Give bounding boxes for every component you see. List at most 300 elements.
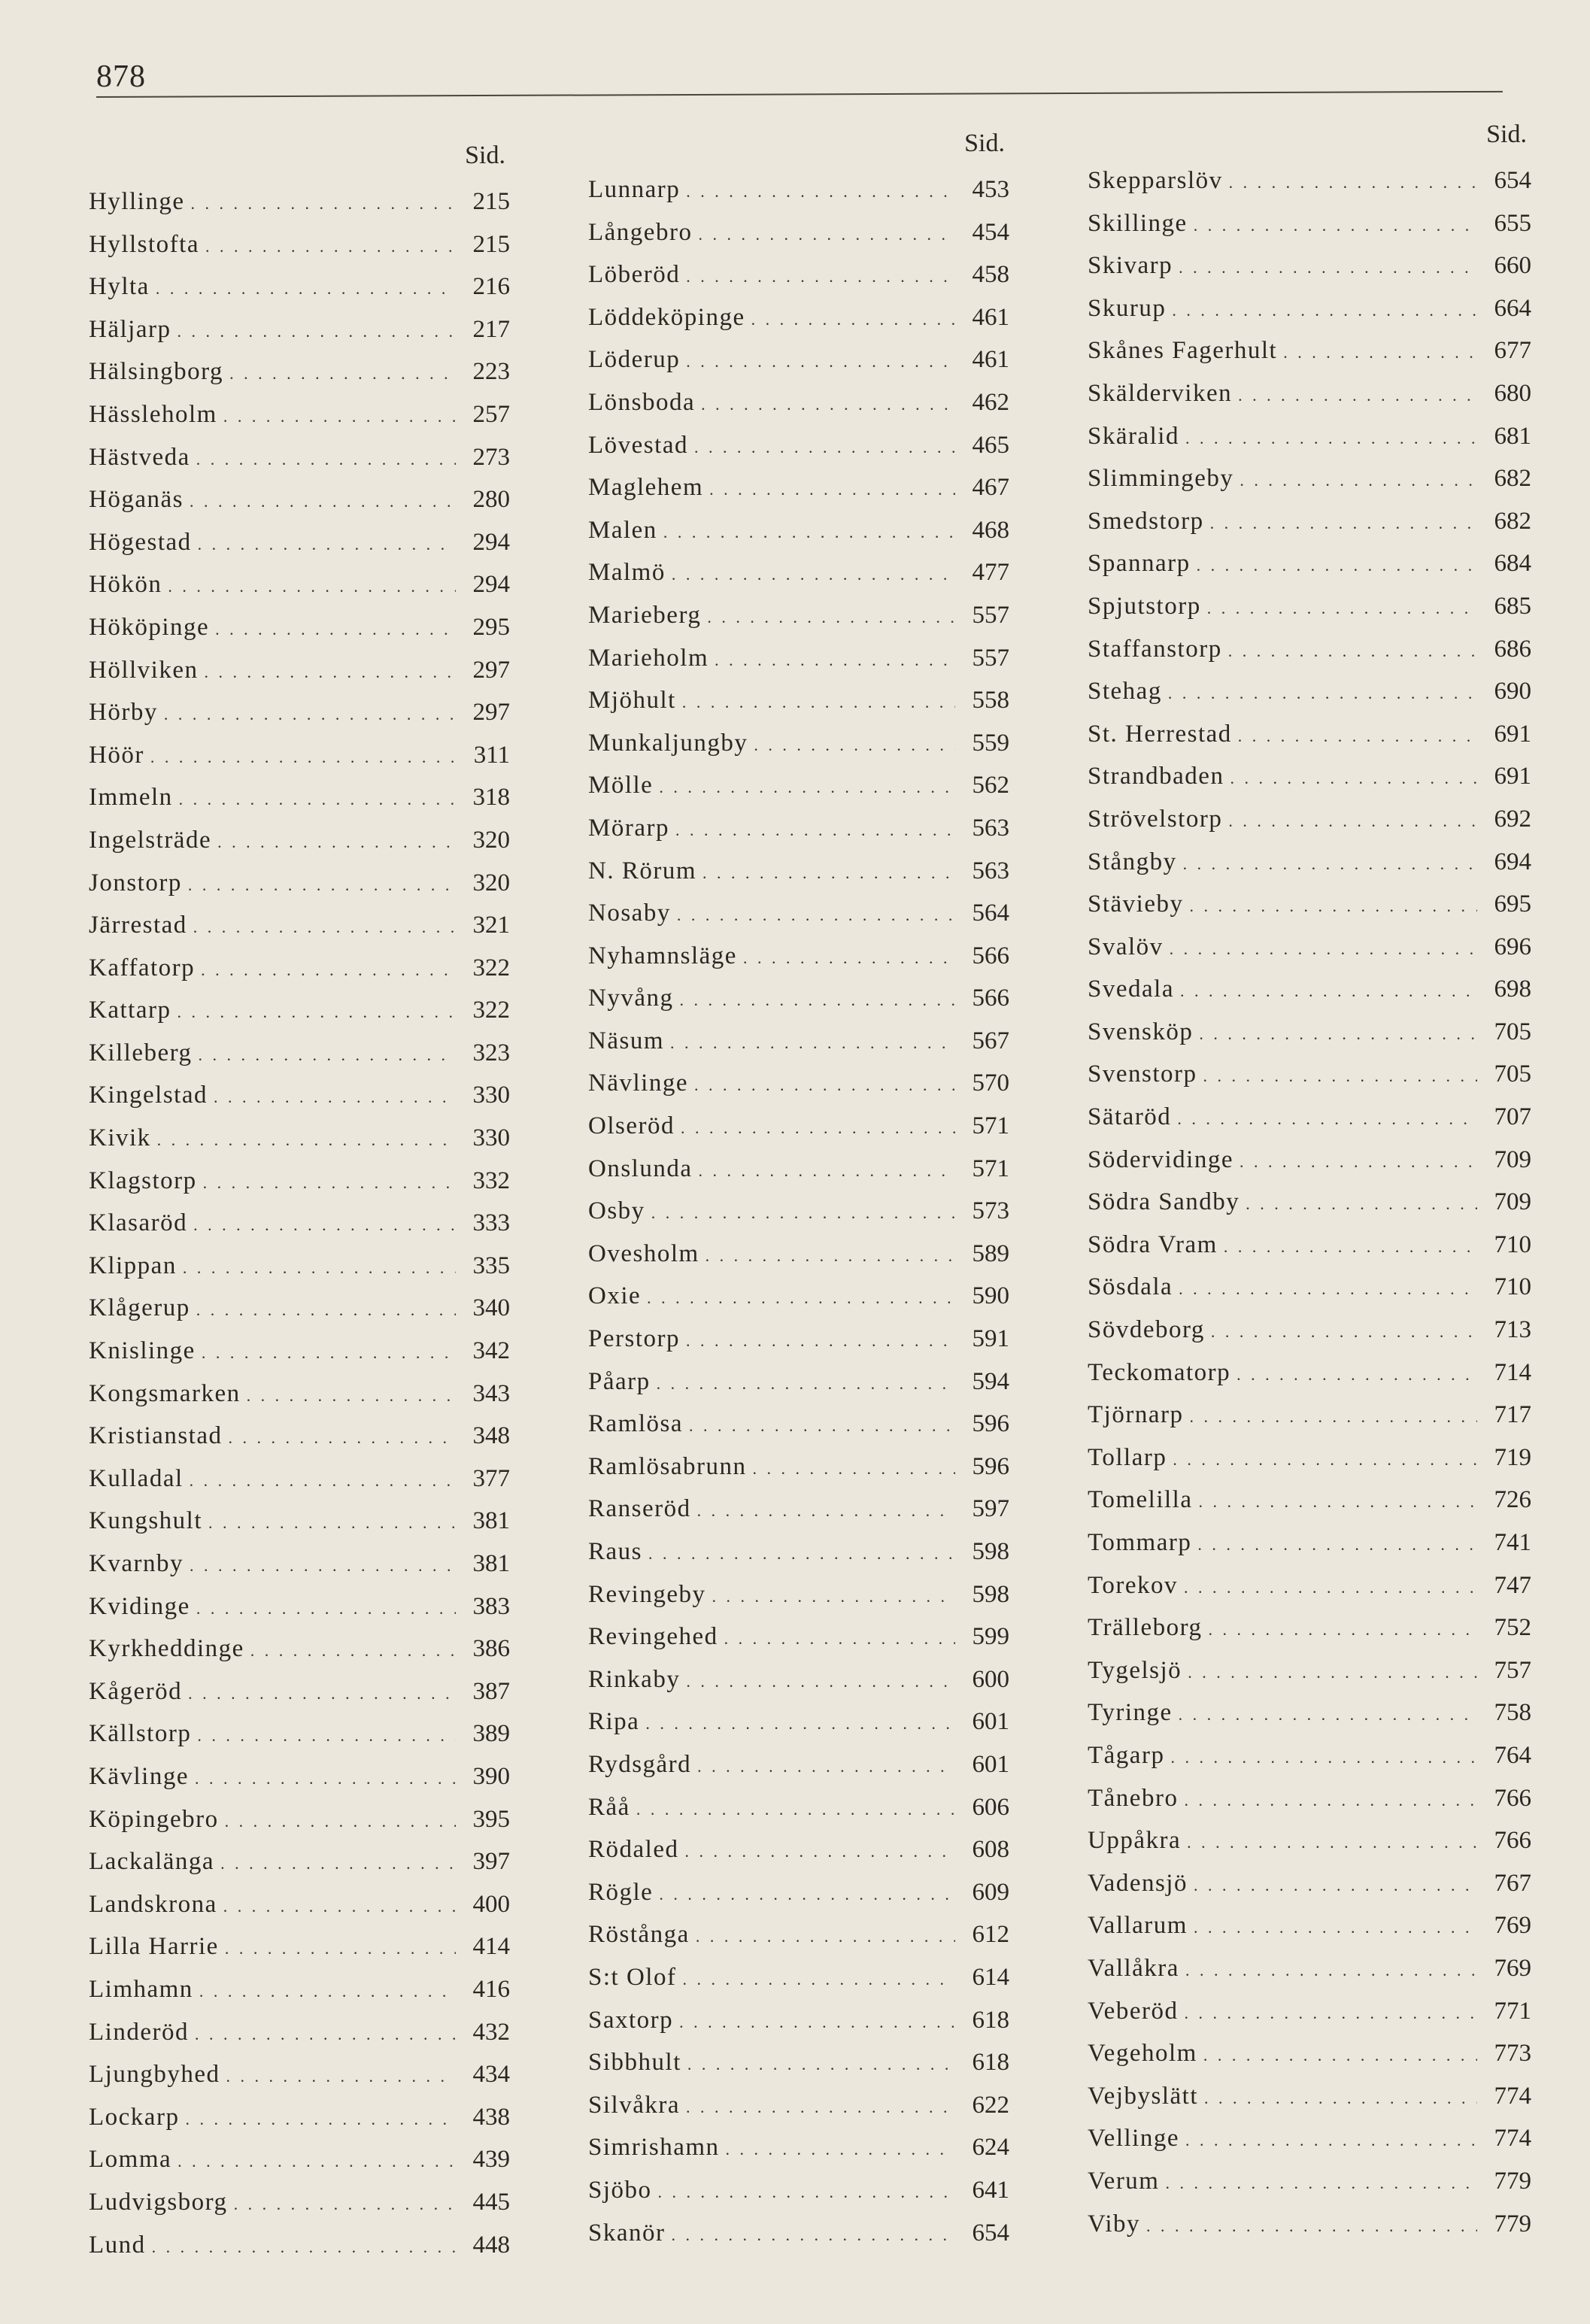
place-name: Rögle [588, 1878, 654, 1906]
dot-leader [1179, 1268, 1477, 1311]
place-name: Kattarp [89, 997, 171, 1024]
dot-leader [228, 1417, 456, 1460]
place-name: Råå [588, 1793, 630, 1821]
place-name: Stångby [1088, 848, 1177, 875]
index-entry [89, 1755, 510, 1798]
dot-leader [179, 778, 456, 821]
page-reference: 434 [472, 2061, 510, 2089]
place-name: Hässleholm [89, 400, 217, 428]
page-reference: 571 [972, 1112, 1009, 1140]
index-entry [588, 1361, 1009, 1403]
index-entry [89, 1883, 510, 1926]
index-entry [89, 1670, 510, 1713]
place-name: Höör [89, 741, 144, 769]
dot-leader [1197, 1524, 1477, 1567]
dot-leader [1203, 2034, 1477, 2077]
place-name: Kulladal [89, 1464, 184, 1492]
index-entry [89, 1925, 510, 1968]
page-reference: 458 [972, 261, 1009, 289]
page-reference: 707 [1494, 1103, 1531, 1131]
index-entry [89, 989, 510, 1032]
index-entry [588, 2169, 1009, 2212]
dot-leader [1230, 757, 1477, 800]
place-name: Kågeröd [89, 1677, 183, 1705]
dot-leader [677, 894, 955, 937]
index-entry [89, 1373, 510, 1415]
page-reference: 601 [972, 1750, 1009, 1778]
dot-leader [696, 1916, 955, 1958]
page-reference: 559 [972, 729, 1009, 757]
place-name: Höllviken [89, 656, 199, 684]
place-name: Olseröd [588, 1112, 675, 1140]
dot-leader [202, 1332, 456, 1375]
dot-leader [1184, 1567, 1477, 1610]
place-name: Skurup [1088, 294, 1167, 322]
page-reference: 747 [1494, 1571, 1531, 1599]
dot-leader [686, 256, 955, 299]
dot-leader [196, 1289, 456, 1332]
page-reference: 383 [472, 1592, 510, 1620]
dot-leader [188, 864, 456, 907]
page-reference: 395 [472, 1805, 510, 1833]
page-reference: 322 [472, 954, 510, 981]
index-entry [89, 1968, 510, 2011]
dot-leader [1173, 1439, 1477, 1482]
index-entry [89, 1160, 510, 1203]
page-reference: 461 [972, 303, 1009, 331]
dot-leader [1179, 247, 1477, 290]
page-reference: 719 [1494, 1443, 1531, 1471]
place-name: Högestad [89, 528, 192, 556]
index-entry [89, 1585, 510, 1628]
index-entry [1088, 968, 1531, 1011]
place-name: Saxtorp [588, 2006, 674, 2034]
dot-leader [195, 1758, 456, 1801]
place-name: N. Rörum [588, 857, 696, 884]
dot-leader [1165, 2162, 1477, 2205]
dot-leader [679, 2001, 955, 2044]
place-name: Limhamn [89, 1975, 193, 2003]
place-name: Verum [1088, 2167, 1160, 2195]
dot-leader [190, 1460, 456, 1503]
page-reference: 416 [472, 1975, 510, 2003]
place-name: Vallarum [1088, 1912, 1188, 1940]
dot-leader [1199, 1481, 1478, 1524]
dot-leader [752, 1448, 955, 1491]
index-entry [1088, 1649, 1531, 1692]
page-reference: 774 [1494, 2082, 1531, 2110]
dot-leader [190, 481, 456, 523]
place-name: Stehag [1088, 678, 1162, 705]
place-name: Malen [588, 516, 657, 544]
page-reference: 601 [972, 1708, 1009, 1736]
index-entry [1088, 713, 1531, 756]
page-reference: 332 [472, 1167, 510, 1194]
place-name: Tågarp [1088, 1741, 1165, 1769]
dot-leader [1194, 1907, 1477, 1949]
place-name: Södervidinge [1088, 1145, 1233, 1173]
dot-leader [1185, 2119, 1477, 2162]
index-entry [1088, 1564, 1531, 1607]
index-entry [1088, 1947, 1531, 1990]
index-entry [89, 563, 510, 606]
page-reference: 386 [472, 1635, 510, 1663]
page-reference: 764 [1494, 1741, 1531, 1769]
dot-leader [223, 1886, 456, 1928]
page-reference: 340 [472, 1294, 510, 1322]
place-name: Skälderviken [1088, 379, 1233, 407]
dot-leader [185, 2098, 456, 2141]
page-reference: 598 [972, 1538, 1009, 1565]
dot-leader [229, 353, 456, 396]
dot-leader [1238, 375, 1477, 417]
index-entry [1088, 841, 1531, 884]
page-reference: 573 [972, 1197, 1009, 1225]
index-entry [89, 223, 510, 266]
dot-leader [226, 2055, 456, 2098]
place-name: Näsum [588, 1027, 664, 1054]
place-name: Veberöd [1088, 1997, 1179, 2025]
dot-leader [1228, 800, 1477, 843]
index-entry [1088, 1266, 1531, 1309]
index-entry [1088, 1522, 1531, 1564]
dot-leader [1189, 885, 1477, 928]
page-reference: 590 [972, 1282, 1009, 1310]
index-entry [588, 338, 1009, 381]
place-name: Ljungbyhed [89, 2061, 220, 2089]
index-entry [588, 1488, 1009, 1531]
page-reference: 654 [972, 2219, 1009, 2247]
index-entry [89, 1415, 510, 1458]
dot-leader [686, 341, 955, 384]
page-reference: 320 [472, 869, 510, 897]
column-header-sid: Sid. [1486, 120, 1527, 148]
dot-leader [686, 1661, 955, 1704]
index-entry [1088, 1224, 1531, 1267]
index-entry [588, 892, 1009, 935]
place-name: Rydsgård [588, 1750, 692, 1778]
dot-leader [705, 1235, 955, 1278]
index-entry [1088, 1904, 1531, 1947]
dot-leader [201, 949, 456, 992]
place-name: Södra Sandby [1088, 1188, 1240, 1216]
index-entry [588, 1062, 1009, 1105]
entry-list [1088, 159, 1531, 2245]
dot-leader [203, 1162, 456, 1205]
index-entry [588, 722, 1009, 765]
page-reference: 454 [972, 218, 1009, 246]
place-name: Tjörnarp [1088, 1401, 1184, 1429]
index-entry [89, 2011, 510, 2054]
dot-leader [1238, 715, 1477, 758]
dot-leader [659, 766, 955, 809]
index-entry [89, 1840, 510, 1883]
place-name: Ludvigsborg [89, 2188, 228, 2216]
place-name: Svenstorp [1088, 1060, 1197, 1088]
dot-leader [636, 1789, 955, 1831]
place-name: Långebro [588, 218, 693, 246]
dot-leader [712, 1576, 955, 1619]
place-name: Klågerup [89, 1294, 190, 1322]
dot-leader [1210, 502, 1477, 545]
page-reference: 570 [972, 1069, 1009, 1097]
index-entry [1088, 1053, 1531, 1096]
entry-list [89, 181, 510, 2266]
index-entry [588, 935, 1009, 978]
place-name: Marieberg [588, 601, 702, 629]
index-entry [588, 1233, 1009, 1276]
page-reference: 477 [972, 559, 1009, 587]
index-entry [1088, 329, 1531, 372]
page-reference: 694 [1494, 848, 1531, 875]
index-entry [588, 296, 1009, 339]
place-name: Södra Vram [1088, 1230, 1218, 1258]
index-entry [89, 947, 510, 990]
place-name: Revingehed [588, 1623, 718, 1651]
index-entry [1088, 2160, 1531, 2203]
index-entry [1088, 1990, 1531, 2033]
dot-leader [1168, 672, 1477, 715]
place-name: Ramlösa [588, 1410, 683, 1438]
page-reference: 779 [1494, 2210, 1531, 2238]
page-reference: 589 [972, 1239, 1009, 1267]
dot-leader [1224, 1226, 1477, 1269]
place-name: Strövelstorp [1088, 805, 1223, 833]
index-entry [89, 2224, 510, 2267]
dot-leader [1179, 1694, 1477, 1737]
dot-leader [697, 1746, 955, 1789]
page-reference: 779 [1494, 2167, 1531, 2195]
page-reference: 562 [972, 772, 1009, 799]
index-entry [1088, 1777, 1531, 1820]
place-name: Lövestad [588, 431, 688, 459]
dot-leader [663, 511, 955, 554]
index-entry [588, 1275, 1009, 1318]
index-entry [1088, 1011, 1531, 1054]
dot-leader [225, 1801, 456, 1843]
index-entry [588, 1403, 1009, 1446]
page-reference: 330 [472, 1082, 510, 1109]
place-name: Perstorp [588, 1325, 680, 1353]
index-entry [588, 1658, 1009, 1701]
column-header-sid: Sid. [964, 129, 1005, 157]
index-entry [89, 1798, 510, 1841]
place-name: Köpingebro [89, 1805, 219, 1833]
page-reference: 698 [1494, 975, 1531, 1003]
index-entry [588, 1105, 1009, 1148]
page-reference: 389 [472, 1720, 510, 1748]
index-entry [89, 521, 510, 564]
place-name: Smedstorp [1088, 507, 1204, 535]
index-entry [1088, 2032, 1531, 2075]
dot-leader [724, 1618, 955, 1661]
place-name: Nävlinge [588, 1069, 688, 1097]
dot-leader [177, 991, 456, 1034]
page-reference: 695 [1494, 890, 1531, 918]
dot-leader [217, 821, 456, 864]
page-reference: 294 [472, 528, 510, 556]
index-entry [588, 1999, 1009, 2042]
place-name: Simrishamn [588, 2134, 720, 2162]
dot-leader [150, 736, 456, 779]
index-entry [588, 977, 1009, 1020]
dot-leader [689, 1405, 955, 1448]
dot-leader [196, 438, 456, 481]
place-name: Rinkaby [588, 1665, 681, 1693]
place-name: Sätaröd [1088, 1103, 1172, 1131]
dot-leader [196, 1588, 456, 1631]
dot-leader [198, 523, 456, 566]
place-name: Vadensjö [1088, 1869, 1188, 1897]
page-reference: 769 [1494, 1912, 1531, 1940]
page-reference: 709 [1494, 1188, 1531, 1216]
place-name: Lackalänga [89, 1848, 215, 1876]
place-name: Skånes Fagerhult [1088, 337, 1278, 365]
page-reference: 397 [472, 1848, 510, 1876]
place-name: Jonstorp [89, 869, 182, 897]
index-entry [89, 606, 510, 649]
index-entry [89, 265, 510, 308]
place-name: Oxie [588, 1282, 642, 1310]
place-name: Lockarp [89, 2103, 180, 2131]
index-entry [588, 2212, 1009, 2255]
page-reference: 597 [972, 1495, 1009, 1523]
dot-leader [190, 1545, 456, 1588]
dot-leader [1170, 928, 1477, 971]
dot-leader [698, 214, 955, 256]
place-name: Rödaled [588, 1836, 679, 1864]
page-reference: 563 [972, 814, 1009, 842]
place-name: Hylta [89, 273, 150, 301]
index-entry [588, 1616, 1009, 1658]
place-name: Höganäs [89, 486, 184, 514]
page-reference: 618 [972, 2049, 1009, 2077]
dot-leader [234, 2183, 456, 2226]
index-entry [89, 1713, 510, 1755]
page-reference: 465 [972, 431, 1009, 459]
dot-leader [681, 1107, 955, 1150]
page-reference: 714 [1494, 1358, 1531, 1386]
index-entry [1088, 287, 1531, 330]
dot-leader [225, 1928, 456, 1971]
page-reference: 600 [972, 1665, 1009, 1693]
place-name: Kongsmarken [89, 1379, 241, 1407]
dot-leader [1240, 1141, 1477, 1184]
place-name: Trälleborg [1088, 1614, 1203, 1642]
header-rule [96, 91, 1503, 98]
place-name: Marieholm [588, 644, 709, 672]
place-name: Vellinge [1088, 2125, 1179, 2153]
place-name: Killeberg [89, 1039, 193, 1066]
page-reference: 348 [472, 1422, 510, 1450]
place-name: Klippan [89, 1252, 177, 1279]
page-reference: 641 [972, 2176, 1009, 2204]
dot-leader [247, 1375, 456, 1418]
place-name: Viby [1088, 2210, 1141, 2238]
place-name: Vallåkra [1088, 1954, 1179, 1982]
page-reference: 685 [1494, 592, 1531, 620]
page-reference: 297 [472, 699, 510, 727]
dot-leader [1146, 2205, 1477, 2248]
index-entry [1088, 1437, 1531, 1479]
place-name: Lund [89, 2231, 146, 2259]
page-reference: 682 [1494, 507, 1531, 535]
place-name: Nyhamnsläge [588, 942, 737, 969]
page-reference: 318 [472, 784, 510, 812]
index-entry [588, 1743, 1009, 1786]
page-reference: 257 [472, 400, 510, 428]
dot-leader [190, 183, 456, 226]
page-reference: 684 [1494, 550, 1531, 578]
page-reference: 591 [972, 1325, 1009, 1353]
page-reference: 273 [472, 443, 510, 471]
page-reference: 598 [972, 1580, 1009, 1608]
page-reference: 333 [472, 1209, 510, 1237]
page-reference: 390 [472, 1762, 510, 1790]
page-reference: 322 [472, 997, 510, 1024]
index-entry [89, 1245, 510, 1288]
page-reference: 343 [472, 1379, 510, 1407]
dot-leader [648, 1533, 955, 1576]
place-name: Malmö [588, 559, 666, 587]
index-entry [1088, 1096, 1531, 1139]
page-reference: 461 [972, 346, 1009, 374]
place-name: Klasaröd [89, 1209, 188, 1237]
place-name: Ranseröd [588, 1495, 691, 1523]
place-name: Mörarp [588, 814, 669, 842]
page-reference: 432 [472, 2018, 510, 2046]
index-entry [588, 764, 1009, 807]
dot-leader [1211, 1311, 1477, 1354]
place-name: Kungshult [89, 1507, 203, 1535]
place-name: Ovesholm [588, 1239, 699, 1267]
dot-leader [659, 1873, 955, 1916]
index-entry [89, 1330, 510, 1373]
page-reference: 769 [1494, 1954, 1531, 1982]
page-reference: 766 [1494, 1784, 1531, 1812]
index-entry [1088, 500, 1531, 543]
place-name: Sösdala [1088, 1273, 1173, 1301]
index-entry [89, 734, 510, 777]
place-name: Maglehem [588, 474, 704, 502]
dot-leader [208, 1502, 456, 1545]
page-reference: 705 [1494, 1018, 1531, 1045]
dot-leader [1185, 417, 1477, 460]
index-entry [1088, 415, 1531, 458]
page-reference: 216 [472, 273, 510, 301]
index-entry [1088, 628, 1531, 671]
dot-leader [199, 1034, 456, 1077]
index-entry [1088, 755, 1531, 798]
index-entry [89, 350, 510, 393]
place-name: Sövdeborg [1088, 1316, 1205, 1344]
dot-leader [195, 2013, 456, 2056]
dot-leader [679, 979, 955, 1022]
index-entry [588, 679, 1009, 722]
dot-leader [1170, 1737, 1477, 1779]
page-reference: 223 [472, 358, 510, 386]
dot-leader [183, 1247, 456, 1290]
index-entry [588, 594, 1009, 637]
page-reference: 766 [1494, 1827, 1531, 1855]
dot-leader [1246, 1183, 1477, 1226]
index-entry [89, 436, 510, 479]
place-name: Svensköp [1088, 1018, 1194, 1045]
dot-leader [204, 651, 456, 694]
dot-leader [1188, 1652, 1477, 1694]
dot-leader [754, 724, 955, 767]
dot-leader [250, 1630, 456, 1673]
